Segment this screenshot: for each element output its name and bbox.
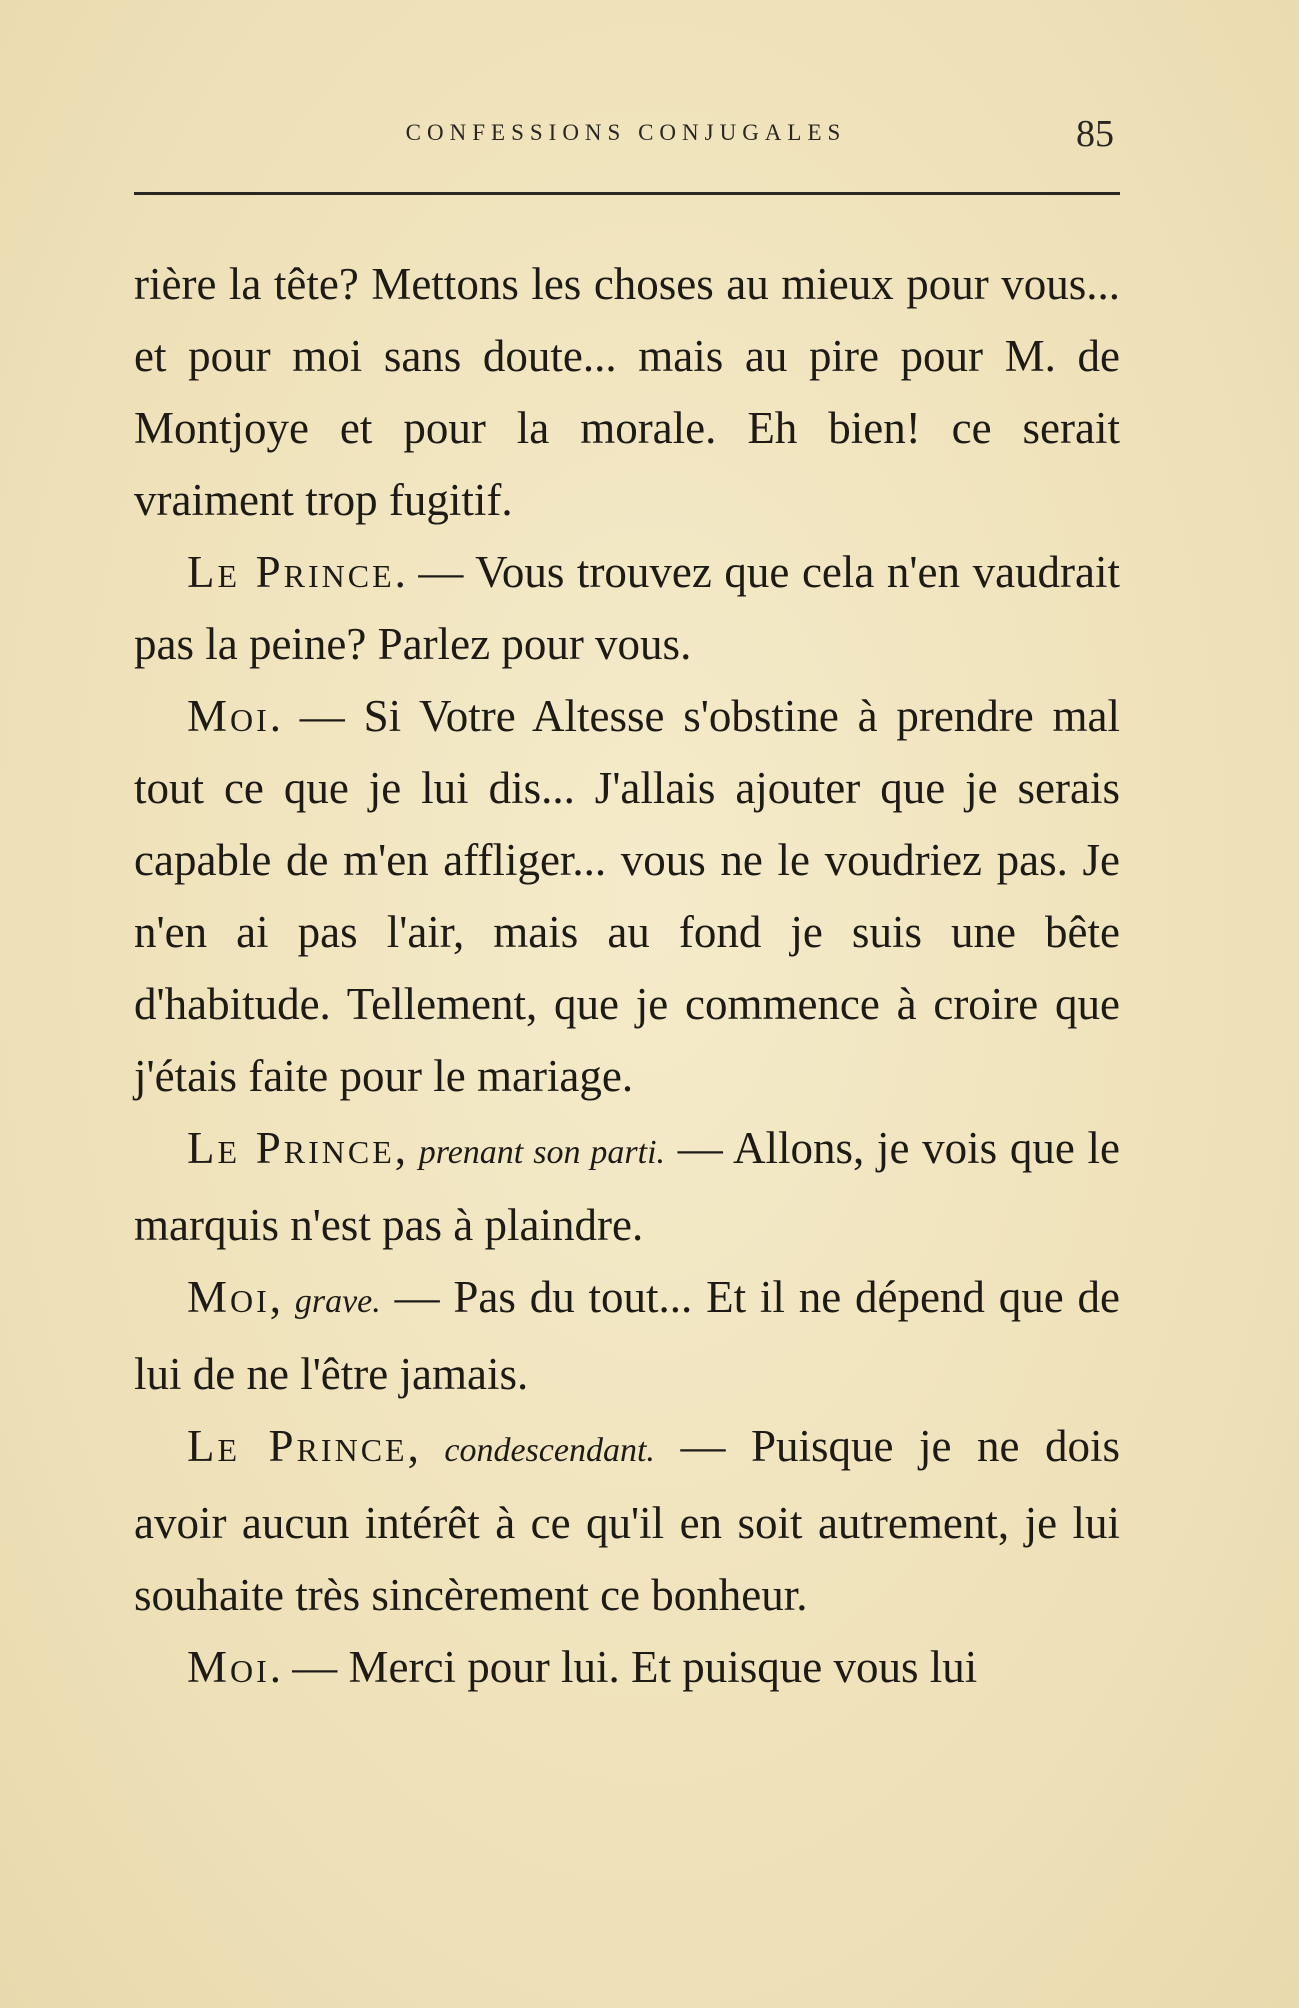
speaker-name: Le Prince [187, 1123, 395, 1173]
stage-direction: grave. [294, 1283, 381, 1320]
paragraph-text: . — Merci pour lui. Et puisque vous lui [269, 1642, 978, 1692]
paragraph [134, 248, 1120, 536]
stage-direction: prenant son parti. [418, 1134, 666, 1171]
header-rule [134, 192, 1120, 195]
paragraph-text: — Pas du tout... Et il ne dépend que de lui de ne l'être jamais. [134, 1272, 1120, 1399]
body-text [134, 248, 1120, 1703]
paragraph [134, 536, 1120, 680]
running-title: CONFESSIONS CONJUGALES [405, 120, 847, 145]
paragraph-text: . — Vous trouvez que cela n'en vaudrait pas la peine? Parlez pour vous. [134, 547, 1121, 669]
page-number: 85 [1076, 113, 1114, 155]
paragraph: Le Prince, condescendant. — Puisque je ne dois avoir aucun intérêt à ce qu'il en soit autrement, je lui souhaite très sincèrement ce bonheur. [134, 1421, 1121, 1620]
paragraph-text: — Puisque je ne dois avoir aucun intérêt à ce qu'il en soit autrement, je lui souhaite très sincèrement ce bonheur. [134, 1421, 1121, 1620]
speaker-name: Moi [187, 1272, 270, 1322]
speaker-name: Le Prince [187, 1421, 408, 1471]
paragraph: Moi, grave. — Pas du tout... Et il ne dépend que de lui de ne l'être jamais. [134, 1272, 1120, 1399]
speaker-name: Moi [187, 691, 270, 741]
stage-direction: condescendant. [444, 1432, 655, 1469]
paragraph [134, 680, 1120, 1112]
paragraph: Le Prince, prenant son parti. — Allons, je vois que le marquis n'est pas à plaindre. [134, 1123, 1120, 1250]
paragraph-text: — Allons, je vois que le marquis n'est pas à plaindre. [134, 1123, 1120, 1250]
running-head [130, 112, 1122, 160]
speaker-name: Moi [187, 1642, 270, 1692]
speaker-name: Le Prince [187, 547, 395, 597]
paragraph-text: rière la tête? Mettons les choses au mieux pour vous... et pour moi sans doute... mais au pire pour M. de Montjoye et pour la morale. Eh bien! ce serait vraiment trop fugitif. [134, 259, 1120, 525]
paragraph [134, 1631, 1120, 1703]
paragraph-text: . — Si Votre Altesse s'obstine à prendre mal tout ce que je lui dis... J'allais ajouter que je serais capable de m'en affliger... vous ne le voudriez pas. Je n'en ai pas l'air, mais au fond je suis une bête d'habitude. Tellement, que je commence à croire que j'étais faite pour le mariage. [134, 691, 1120, 1101]
